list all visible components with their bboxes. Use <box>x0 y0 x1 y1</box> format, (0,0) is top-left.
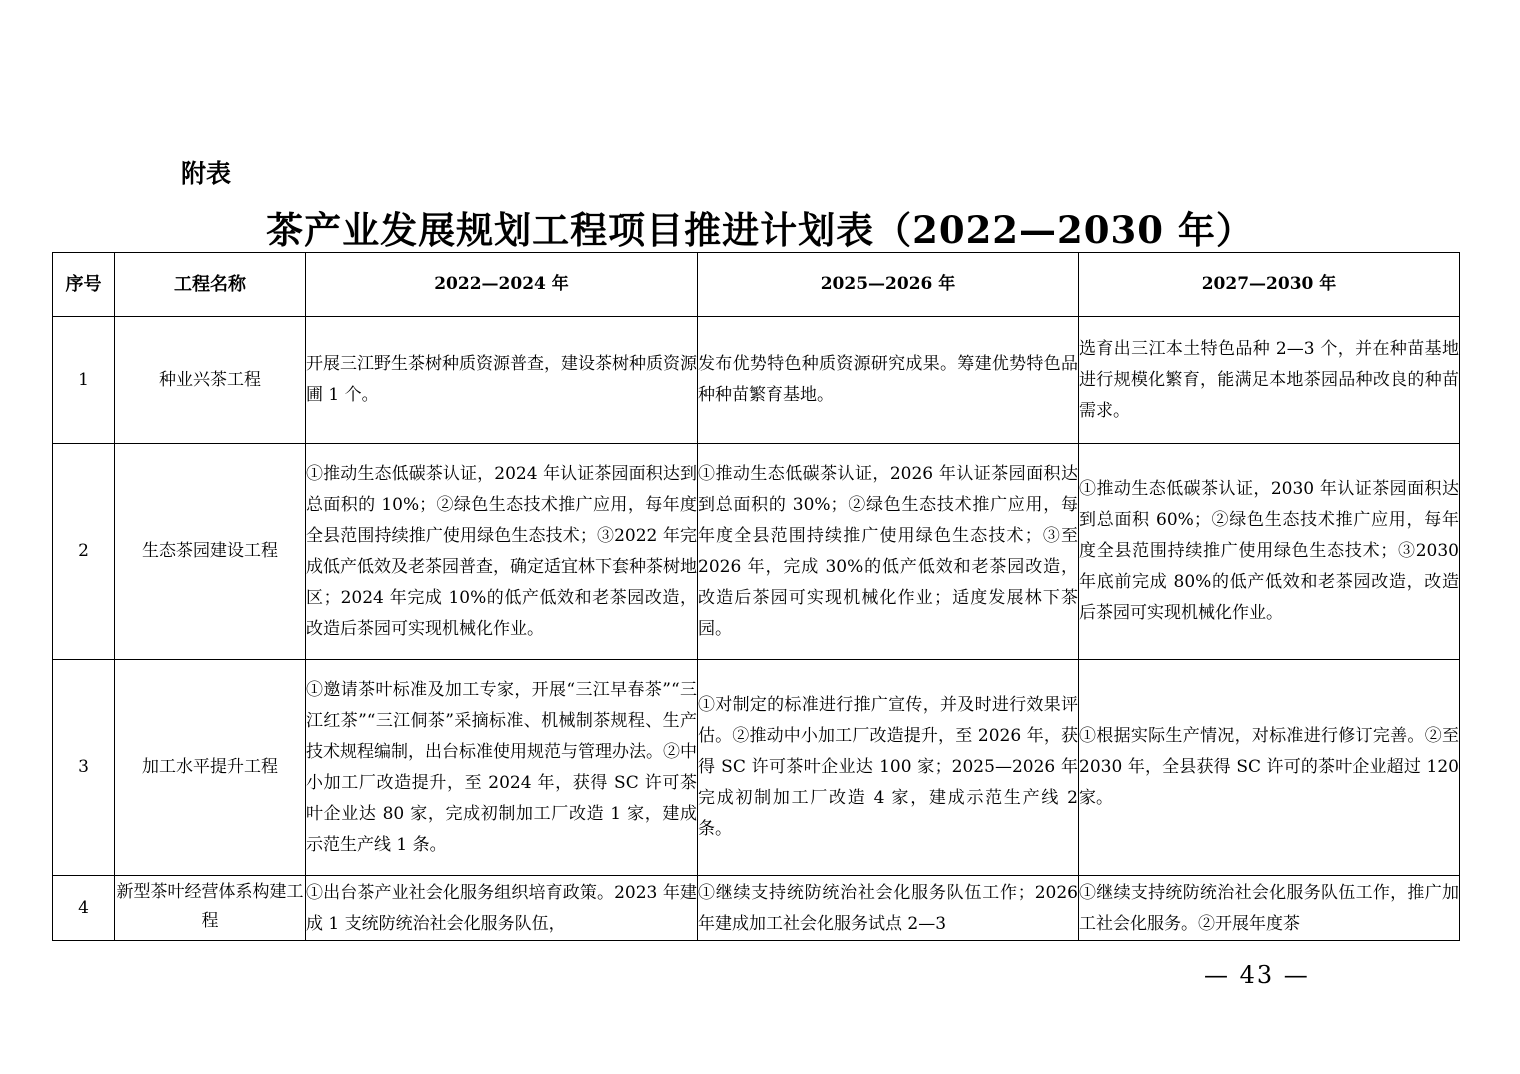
header-period-2027-2030: 2027—2030 年 <box>1079 253 1460 317</box>
project-name: 生态茶园建设工程 <box>115 444 306 660</box>
plan-2025-2026: 发布优势特色种质资源研究成果。筹建优势特色品种种苗繁育基地。 <box>698 317 1079 444</box>
plan-2025-2026: ①推动生态低碳茶认证，2026 年认证茶园面积达到总面积的 30%；②绿色生态技术推广应用，每年度全县范围持续推广使用绿色生态技术；③至 2026 年，完成 30%的低产低效和老茶园改造，改造后茶园可实现机械化作业；适度发展林下茶园。 <box>698 444 1079 660</box>
plan-table <box>52 252 1460 941</box>
table-row <box>53 317 1460 444</box>
plan-2027-2030: ①根据实际生产情况，对标准进行修订完善。②至 2030 年，全县获得 SC 许可的茶叶企业超过 120 家。 <box>1079 660 1460 876</box>
appendix-label: 附表 <box>181 159 232 188</box>
plan-2022-2024: 开展三江野生茶树种质资源普查，建设茶树种质资源圃 1 个。 <box>306 317 698 444</box>
page-number: — 43 — <box>1204 961 1310 989</box>
plan-2027-2030: ①推动生态低碳茶认证，2030 年认证茶园面积达到总面积 60%；②绿色生态技术推广应用，每年度全县范围持续推广使用绿色生态技术；③2030 年底前完成 80%的低产低效和老茶园改造，改造后茶园可实现机械化作业。 <box>1079 444 1460 660</box>
table-header-row <box>53 253 1460 317</box>
table-row <box>53 660 1460 876</box>
header-period-2022-2024: 2022—2024 年 <box>306 253 698 317</box>
row-number: 3 <box>53 660 115 876</box>
row-number: 1 <box>53 317 115 444</box>
header-project-name: 工程名称 <box>115 253 306 317</box>
table-row <box>53 876 1460 941</box>
project-name: 种业兴茶工程 <box>115 317 306 444</box>
plan-2025-2026: ①对制定的标准进行推广宣传，并及时进行效果评估。②推动中小加工厂改造提升，至 2026 年，获得 SC 许可茶叶企业达 100 家；2025—2026 年完成初制加工厂改造 4 家，建成示范生产线 2 条。 <box>698 660 1079 876</box>
table-row <box>53 444 1460 660</box>
plan-2027-2030: ①继续支持统防统治社会化服务队伍工作，推广加工社会化服务。②开展年度茶 <box>1079 876 1460 941</box>
header-serial-no: 序号 <box>53 253 115 317</box>
row-number: 2 <box>53 444 115 660</box>
document-title: 茶产业发展规划工程项目推进计划表（2022—2030 年） <box>266 208 1254 252</box>
project-name: 新型茶叶经营体系构建工程 <box>115 876 306 941</box>
plan-2025-2026: ①继续支持统防统治社会化服务队伍工作；2026 年建成加工社会化服务试点 2—3 <box>698 876 1079 941</box>
project-name: 加工水平提升工程 <box>115 660 306 876</box>
header-period-2025-2026: 2025—2026 年 <box>698 253 1079 317</box>
plan-2027-2030: 选育出三江本土特色品种 2—3 个，并在种苗基地进行规模化繁育，能满足本地茶园品种改良的种苗需求。 <box>1079 317 1460 444</box>
plan-2022-2024: ①出台茶产业社会化服务组织培育政策。2023 年建成 1 支统防统治社会化服务队伍， <box>306 876 698 941</box>
row-number: 4 <box>53 876 115 941</box>
plan-2022-2024: ①推动生态低碳茶认证，2024 年认证茶园面积达到总面积的 10%；②绿色生态技术推广应用，每年度全县范围持续推广使用绿色生态技术；③2022 年完成低产低效及老茶园普查，确定适宜林下套种茶树地区；2024 年完成 10%的低产低效和老茶园改造，改造后茶园可实现机械化作业。 <box>306 444 698 660</box>
plan-2022-2024: ①邀请茶叶标准及加工专家，开展“三江早春茶”“三江红茶”“三江侗茶”采摘标准、机械制茶规程、生产技术规程编制，出台标准使用规范与管理办法。②中小加工厂改造提升，至 2024 年，获得 SC 许可茶叶企业达 80 家，完成初制加工厂改造 1 家，建成示范生产线 1 条。 <box>306 660 698 876</box>
